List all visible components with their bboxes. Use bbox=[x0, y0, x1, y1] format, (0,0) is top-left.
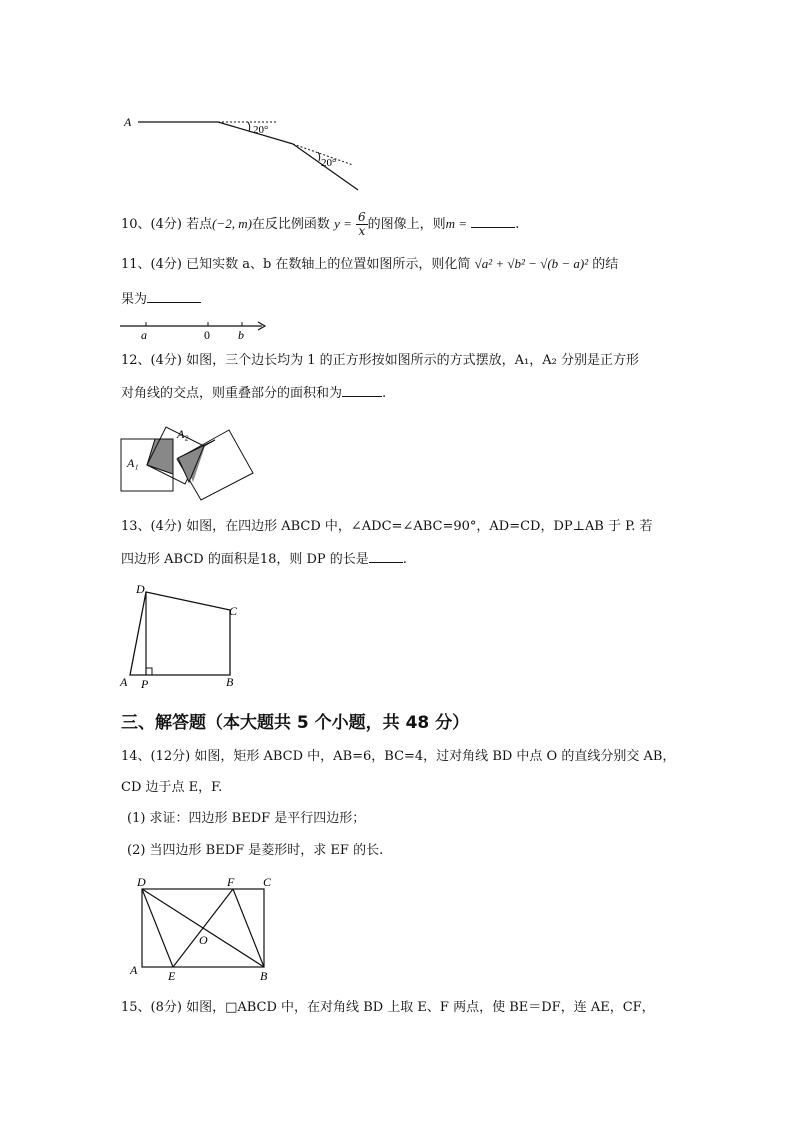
label-f: F bbox=[227, 875, 235, 889]
question-12-line-1 bbox=[121, 351, 639, 371]
fig-top-angle-2: 20° bbox=[321, 157, 337, 169]
q10-frac-den: x bbox=[358, 224, 366, 238]
label-c: C bbox=[263, 875, 272, 889]
question-12-line-2 bbox=[121, 384, 386, 404]
q12-end: . bbox=[382, 386, 387, 401]
q14-line-1: 14、(12分) 如图，矩形 ABCD 中，AB=6，BC=4，过对角线 BD 中点 O 的直线分别交 AB， bbox=[121, 749, 676, 764]
rectangle-figure bbox=[126, 872, 282, 982]
q10-prefix: 10、(4分) 若点 bbox=[121, 217, 213, 232]
label-o: O bbox=[199, 933, 208, 947]
q15-line-1: 15、(8分) 如图，□ABCD 中，在对角线 BD 上取 E、F 两点，使 BE＝DF，连 AE，CF， bbox=[121, 1000, 655, 1015]
label-a: A bbox=[130, 963, 138, 977]
question-11-line-1 bbox=[121, 254, 618, 275]
q12-answer-blank[interactable] bbox=[342, 384, 382, 397]
question-13-line-2 bbox=[121, 550, 407, 570]
q10-fraction bbox=[356, 211, 368, 238]
q11-answer-blank[interactable] bbox=[147, 290, 201, 303]
q10-end: . bbox=[515, 217, 520, 232]
q10-func-lhs: y = bbox=[334, 216, 352, 231]
q10-m-eq: m = bbox=[445, 216, 468, 231]
label-b: B bbox=[260, 969, 268, 982]
axis-label-zero: 0 bbox=[204, 328, 210, 342]
label-c: C bbox=[229, 604, 238, 618]
q11-expression: √a² + √b² − √(b − a)² bbox=[474, 256, 589, 271]
label-a2: A₂ bbox=[177, 427, 189, 441]
quadrilateral-figure bbox=[116, 580, 246, 692]
q14-line-2: CD 边于点 E，F. bbox=[121, 780, 223, 795]
fig-top-angle-1: 20° bbox=[253, 124, 269, 136]
q12-line-1: 12、(4分) 如图，三个边长均为 1 的正方形按如图所示的方式摆放，A₁，A₂ 分别是正方形 bbox=[121, 353, 639, 368]
label-d: D bbox=[136, 582, 145, 596]
label-b: B bbox=[226, 675, 234, 689]
label-a: A bbox=[120, 675, 128, 689]
question-10 bbox=[121, 211, 519, 238]
question-14-sub-2 bbox=[127, 841, 383, 861]
q13-end: . bbox=[402, 552, 407, 567]
section-three-title: 三、解答题（本大题共 5 个小题，共 48 分） bbox=[121, 713, 470, 733]
q11-suffix: 的结 bbox=[592, 257, 619, 272]
question-15-line-1 bbox=[121, 998, 655, 1018]
q10-mid: 在反比例函数 bbox=[251, 217, 330, 232]
label-a1: A₁ bbox=[127, 456, 139, 470]
q13-line-1: 13、(4分) 如图，在四边形 ABCD 中，∠ADC=∠ABC=90°，AD=CD，DP⊥AB 于 P. 若 bbox=[121, 519, 653, 534]
label-e: E bbox=[168, 969, 176, 982]
axis-label-a: a bbox=[141, 328, 147, 342]
q10-point: (−2, m) bbox=[212, 216, 252, 231]
q10-answer-blank[interactable] bbox=[471, 215, 515, 228]
question-14-line-1 bbox=[121, 747, 675, 767]
number-line bbox=[118, 316, 270, 342]
label-d: D bbox=[137, 875, 146, 889]
question-11-line-2 bbox=[121, 290, 201, 310]
question-14-sub-1 bbox=[127, 809, 365, 829]
axis-label-b: b bbox=[238, 328, 244, 342]
top-figure bbox=[118, 108, 368, 194]
fig-top-label-a: A bbox=[124, 115, 132, 129]
label-p: P bbox=[141, 677, 149, 691]
squares-figure bbox=[118, 424, 258, 502]
q14-sub-2: (2) 当四边形 BEDF 是菱形时，求 EF 的长. bbox=[127, 843, 384, 858]
q13-answer-blank[interactable] bbox=[369, 550, 403, 563]
q12-line-2: 对角线的交点，则重叠部分的面积和为 bbox=[121, 386, 343, 401]
q14-sub-1: (1) 求证：四边形 BEDF 是平行四边形； bbox=[127, 811, 366, 826]
q10-frac-num: 6 bbox=[358, 210, 366, 224]
question-14-line-2 bbox=[121, 778, 222, 798]
q13-line-2: 四边形 ABCD 的面积是18，则 DP 的长是 bbox=[121, 552, 369, 567]
q11-line-2: 果为 bbox=[121, 292, 148, 307]
question-13-line-1 bbox=[121, 517, 652, 537]
q11-prefix: 11、(4分) 已知实数 a、b 在数轴上的位置如图所示，则化简 bbox=[121, 257, 471, 272]
q10-after: 的图像上，则 bbox=[367, 217, 446, 232]
